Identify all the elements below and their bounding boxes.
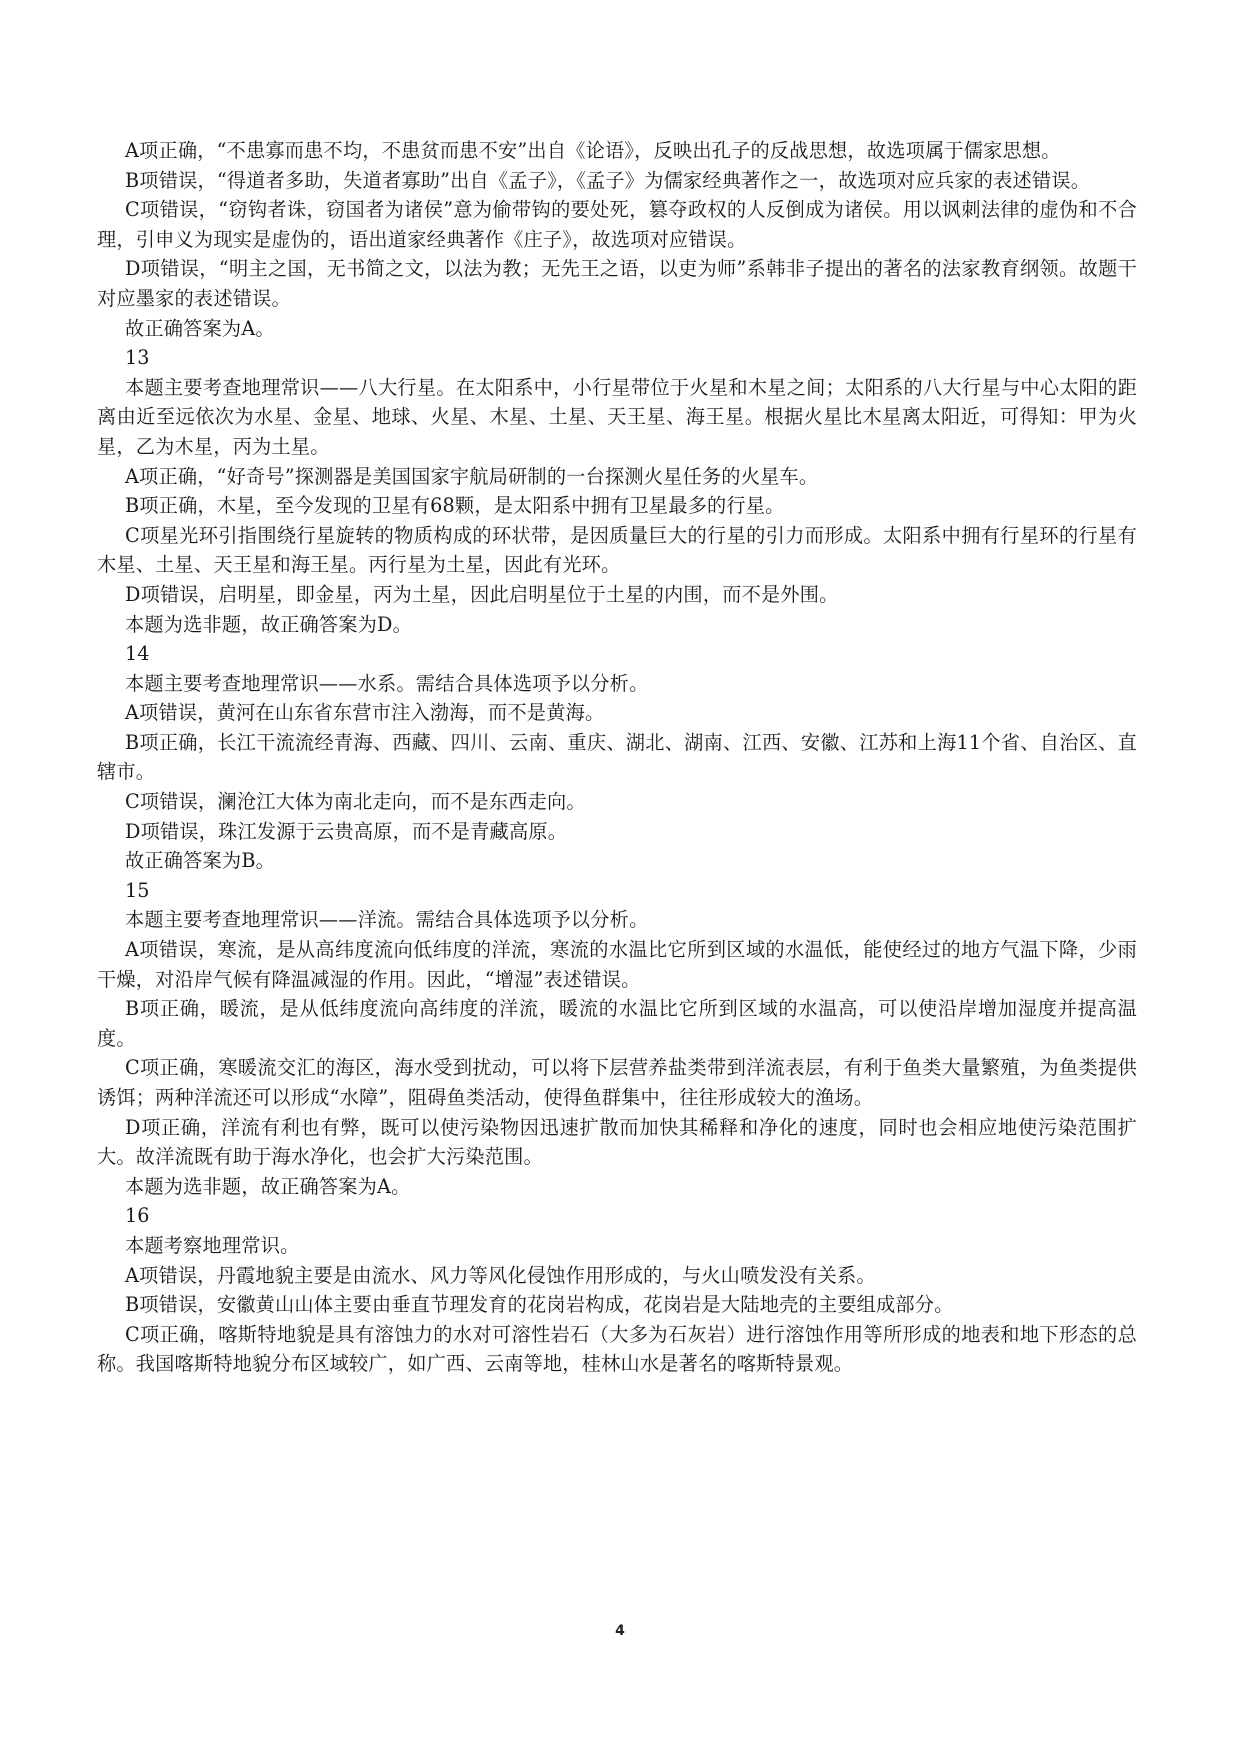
answer-q13: 本题为选非题，故正确答案为D。 (125, 612, 413, 636)
paragraph-option-a-q16: A项错误，丹霞地貌主要是由流水、风力等风化侵蚀作用形成的，与火山喷发没有关系。 (125, 1263, 876, 1287)
page-number: 4 (615, 1623, 625, 1639)
document-body (97, 136, 1137, 1379)
answer-q14: 故正确答案为B。 (125, 849, 276, 873)
question-number-16: 16 (125, 1204, 150, 1228)
question-number-13: 13 (125, 346, 150, 370)
paragraph-option-c-q12: C项错误，“窃钩者诛，窃国者为诸侯”意为偷带钩的要处死，篡夺政权的人反倒成为诸侯。用以讽刺法律的虚伪和不合理，引申义为现实是虚伪的，语出道家经典著作《庄子》，故选项对应错误。 (97, 198, 1137, 251)
paragraph-option-b-q13: B项正确，木星，至今发现的卫星有68颗，是太阳系中拥有卫星最多的行星。 (125, 494, 785, 518)
paragraph-option-b-q16: B项错误，安徽黄山山体主要由垂直节理发育的花岗岩构成，花岗岩是大陆地壳的主要组成部分。 (125, 1293, 954, 1317)
paragraph-option-a-q14: A项错误，黄河在山东省东营市注入渤海，而不是黄海。 (125, 701, 605, 725)
paragraph-option-d-q12: D项错误，“明主之国，无书简之文，以法为教；无先王之语，以吏为师”系韩非子提出的著名的法家教育纲领。故题干对应墨家的表述错误。 (97, 257, 1137, 310)
answer-q15: 本题为选非题，故正确答案为A。 (125, 1174, 411, 1198)
paragraph-option-d-q13: D项错误，启明星，即金星，丙为土星，因此启明星位于土星的内围，而不是外围。 (125, 582, 839, 606)
question-number-15: 15 (125, 878, 150, 902)
paragraph-intro-q13: 本题主要考查地理常识——八大行星。在太阳系中，小行星带位于火星和木星之间；太阳系的八大行星与中心太阳的距离由近至远依次为水星、金星、地球、火星、木星、土星、天王星、海王星。根据火星比木星离太阳近，可得知：甲为火星，乙为木星，丙为土星。 (97, 375, 1137, 458)
paragraph-intro-q14: 本题主要考查地理常识——水系。需结合具体选项予以分析。 (125, 671, 649, 695)
paragraph-option-c-q16: C项正确，喀斯特地貌是具有溶蚀力的水对可溶性岩石（大多为石灰岩）进行溶蚀作用等所形成的地表和地下形态的总称。我国喀斯特地貌分布区域较广，如广西、云南等地，桂林山水是著名的喀斯特景观。 (97, 1322, 1137, 1376)
paragraph-option-c-q13: C项星光环引指围绕行星旋转的物质构成的环状带，是因质量巨大的行星的引力而形成。太阳系中拥有行星环的行星有木星、土星、天王星和海王星。丙行星为土星，因此有光环。 (97, 523, 1137, 577)
paragraph-intro-q16: 本题考察地理常识。 (125, 1233, 300, 1257)
paragraph-option-b-q14: B项正确，长江干流流经青海、西藏、四川、云南、重庆、湖北、湖南、江西、安徽、江苏和上海11个省、自治区、直辖市。 (97, 730, 1137, 784)
paragraph-option-c-q14: C项错误，澜沧江大体为南北走向，而不是东西走向。 (125, 790, 586, 814)
paragraph-option-a-q12: A项正确，“不患寡而患不均，不患贫而患不安”出自《论语》，反映出孔子的反战思想，故选项属于儒家思想。 (125, 139, 1061, 162)
paragraph-intro-q15: 本题主要考查地理常识——洋流。需结合具体选项予以分析。 (125, 908, 649, 932)
paragraph-option-d-q14: D项错误，珠江发源于云贵高原，而不是青藏高原。 (125, 819, 568, 843)
paragraph-option-a-q15: A项错误，寒流，是从高纬度流向低纬度的洋流，寒流的水温比它所到区域的水温低，能使经过的地方气温下降，少雨干燥，对沿岸气候有降温减湿的作用。因此，“增湿”表述错误。 (97, 938, 1137, 991)
paragraph-option-a-q13: A项正确，“好奇号”探测器是美国国家宇航局研制的一台探测火星任务的火星车。 (125, 464, 819, 488)
answer-q12: 故正确答案为A。 (125, 316, 275, 340)
paragraph-option-d-q15: D项正确，洋流有利也有弊，既可以使污染物因迅速扩散而加快其稀释和净化的速度，同时也会相应地使污染范围扩大。故洋流既有助于海水净化，也会扩大污染范围。 (97, 1115, 1137, 1169)
paragraph-option-c-q15: C项正确，寒暖流交汇的海区，海水受到扰动，可以将下层营养盐类带到洋流表层，有利于鱼类大量繁殖，为鱼类提供诱饵；两种洋流还可以形成“水障”，阻碍鱼类活动，使得鱼群集中，往往形成较大的渔场。 (97, 1056, 1137, 1109)
paragraph-option-b-q12: B项错误，“得道者多助，失道者寡助”出自《孟子》，《孟子》为儒家经典著作之一，故选项对应兵家的表述错误。 (125, 168, 1091, 192)
question-number-14: 14 (125, 642, 150, 666)
paragraph-option-b-q15: B项正确，暖流，是从低纬度流向高纬度的洋流，暖流的水温比它所到区域的水温高，可以使沿岸增加湿度并提高温度。 (97, 997, 1137, 1050)
